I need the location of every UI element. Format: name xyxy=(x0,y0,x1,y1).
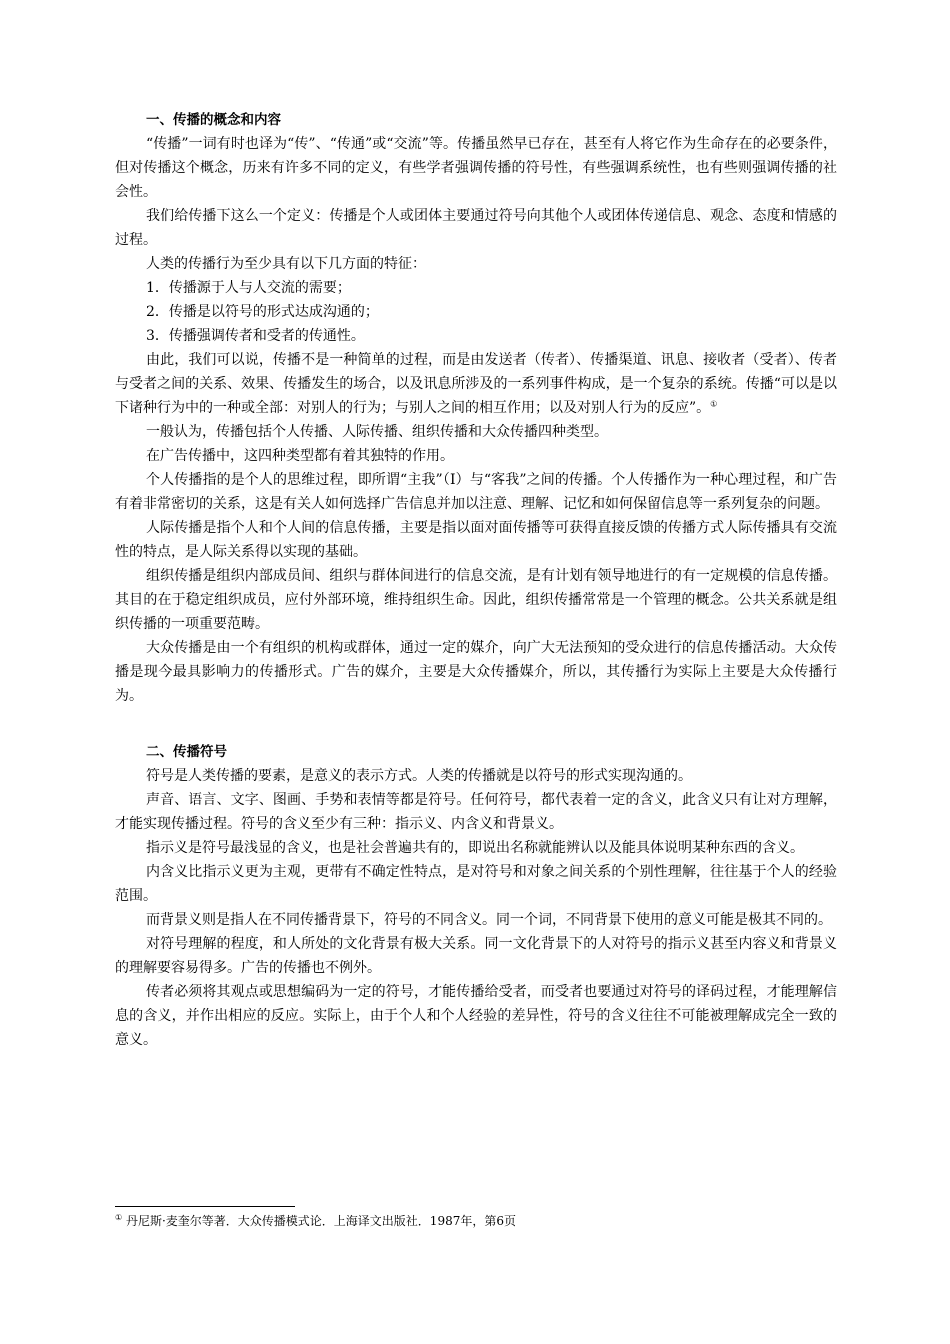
paragraph-text: 由此，我们可以说，传播不是一种简单的过程，而是由发送者（传者）、传播渠道、讯息、接收者（受者）、传者与受者之间的关系、效果、传播发生的场合，以及讯息所涉及的一系列事件构成，是一个复杂的系统。传播“可以是以下诸种行为中的一种或全部：对别人的行为；与别人之间的相互作用；以及对别人行为的反应”。 xyxy=(115,352,837,416)
paragraph: 一般认为，传播包括个人传播、人际传播、组织传播和大众传播四种类型。 xyxy=(146,424,608,440)
paragraph: 指示义是符号最浅显的含义，也是社会普遍共有的，即说出名称就能辨认以及能具体说明某种东西的含义。 xyxy=(146,840,804,856)
paragraph: “传播”一词有时也译为“传”、“传通”或“交流”等。传播虽然早已存在，甚至有人将它作为生命存在的必要条件，但对传播这个概念，历来有许多不同的定义，有些学者强调传播的符号性，有些强调系统性，也有些则强调传播的社会性。 xyxy=(115,136,837,200)
list-item: 2．传播是以符号的形式达成沟通的； xyxy=(146,304,379,320)
footnote-separator xyxy=(115,1206,295,1207)
paragraph: 组织传播是组织内部成员间、组织与群体间进行的信息交流，是有计划有领导地进行的有一定规模的信息传播。其目的在于稳定组织成员，应付外部环境，维持组织生命。因此，组织传播常常是一个管理的概念。公共关系就是组织传播的一项重要范畴。 xyxy=(115,568,837,632)
paragraph: 符号是人类传播的要素，是意义的表示方式。人类的传播就是以符号的形式实现沟通的。 xyxy=(146,768,692,784)
paragraph-with-footnote xyxy=(115,348,837,420)
paragraph: 个人传播指的是个人的思维过程，即所谓“主我”（I）与“客我”之间的传播。个人传播作为一种心理过程，和广告有着非常密切的关系，这是有关人如何选择广告信息并加以注意、理解、记忆和如何保留信息等一系列复杂的问题。 xyxy=(115,472,837,512)
document-body xyxy=(115,108,837,1052)
paragraph: 大众传播是由一个有组织的机构或群体，通过一定的媒介，向广大无法预知的受众进行的信息传播活动。大众传播是现今最具影响力的传播形式。广告的媒介，主要是大众传播媒介，所以，其传播行为实际上主要是大众传播行为。 xyxy=(115,640,837,704)
list-item: 1．传播源于人与人交流的需要； xyxy=(146,280,351,296)
paragraph: 传者必须将其观点或思想编码为一定的符号，才能传播给受者，而受者也要通过对符号的译码过程，才能理解信息的含义，并作出相应的反应。实际上，由于个人和个人经验的差异性，符号的含义往往不可能被理解成完全一致的意义。 xyxy=(115,984,837,1048)
list-item: 3．传播强调传者和受者的传通性。 xyxy=(146,328,365,344)
footnote-mark: ① xyxy=(115,1213,123,1222)
paragraph: 我们给传播下这么一个定义：传播是个人或团体主要通过符号向其他个人或团体传递信息、观念、态度和情感的过程。 xyxy=(115,208,837,248)
section-spacer xyxy=(115,708,837,740)
paragraph: 内含义比指示义更为主观，更带有不确定性特点，是对符号和对象之间关系的个别性理解，往往基于个人的经验范围。 xyxy=(115,864,837,904)
footnote xyxy=(115,1212,516,1230)
footnote-text: 丹尼斯·麦奎尔等著．大众传播模式论．上海译文出版社．1987年，第6页 xyxy=(122,1214,516,1228)
section-heading-1: 一、传播的概念和内容 xyxy=(146,112,281,128)
paragraph: 在广告传播中，这四种类型都有着其独特的作用。 xyxy=(146,448,454,464)
paragraph: 而背景义则是指人在不同传播背景下，符号的不同含义。同一个词，不同背景下使用的意义可能是极其不同的。 xyxy=(146,912,832,928)
paragraph: 对符号理解的程度，和人所处的文化背景有极大关系。同一文化背景下的人对符号的指示义甚至内容义和背景义的理解要容易得多。广告的传播也不例外。 xyxy=(115,936,837,976)
footnote-reference[interactable]: ① xyxy=(710,399,718,409)
section-heading-2: 二、传播符号 xyxy=(146,744,227,760)
paragraph: 人类的传播行为至少具有以下几方面的特征： xyxy=(146,256,426,272)
paragraph: 声音、语言、文字、图画、手势和表情等都是符号。任何符号，都代表着一定的含义，此含义只有让对方理解，才能实现传播过程。符号的含义至少有三种：指示义、内含义和背景义。 xyxy=(115,792,837,832)
paragraph: 人际传播是指个人和个人间的信息传播，主要是指以面对面传播等可获得直接反馈的传播方式人际传播具有交流性的特点，是人际关系得以实现的基础。 xyxy=(115,520,837,560)
